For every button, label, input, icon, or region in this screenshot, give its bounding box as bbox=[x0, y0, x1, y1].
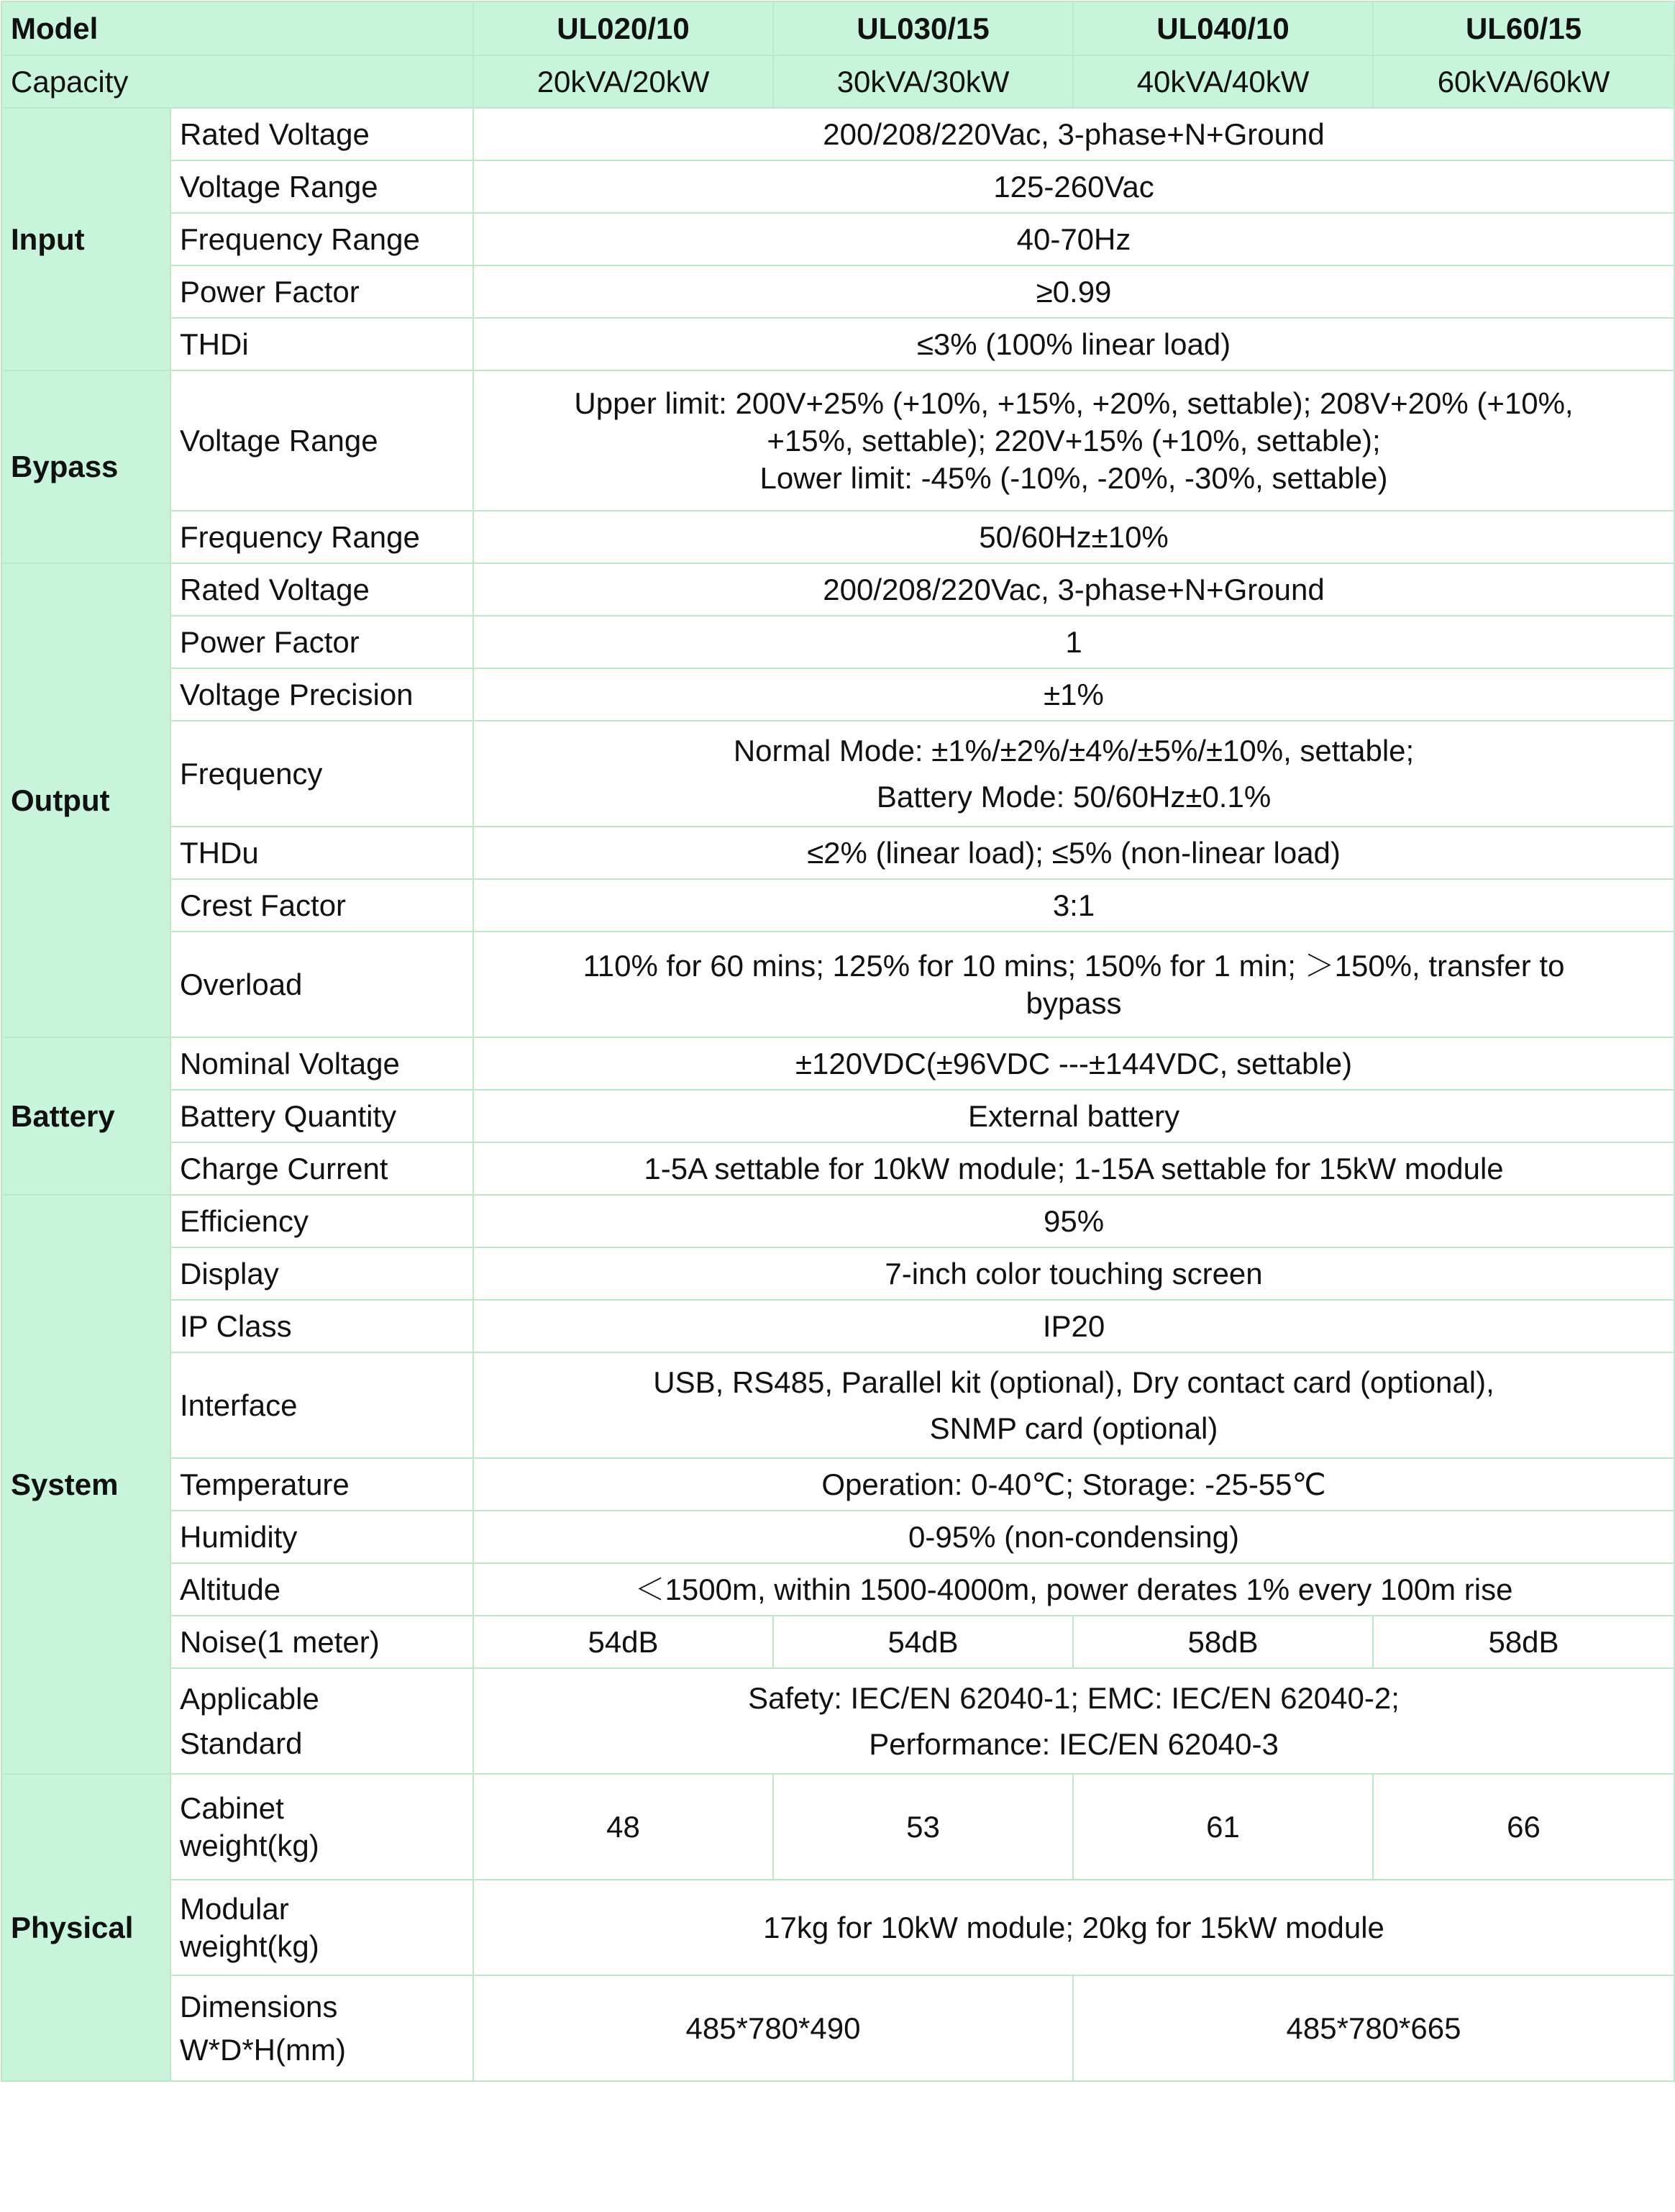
spec-value: ≤3% (100% linear load) bbox=[473, 318, 1674, 370]
spec-row bbox=[1, 827, 1674, 879]
spec-row bbox=[1, 563, 1674, 616]
spec-label: Frequency bbox=[170, 721, 473, 827]
text-line: Upper limit: 200V+25% (+10%, +15%, +20%, settable); 208V+20% (+10%, bbox=[574, 386, 1574, 420]
spec-value bbox=[473, 370, 1674, 511]
spec-row bbox=[1, 721, 1674, 827]
model-name: UL020/10 bbox=[473, 1, 773, 55]
spec-row bbox=[1, 1511, 1674, 1563]
spec-row bbox=[1, 668, 1674, 721]
text-line: Battery Mode: 50/60Hz±0.1% bbox=[876, 779, 1272, 814]
spec-row bbox=[1, 1774, 1674, 1880]
ups-spec-table bbox=[1, 1, 1675, 2082]
section-battery: Battery bbox=[1, 1037, 170, 1195]
spec-row bbox=[1, 108, 1674, 160]
spec-label: Rated Voltage bbox=[170, 108, 473, 160]
spec-row bbox=[1, 616, 1674, 668]
model-label: Model bbox=[1, 1, 473, 55]
spec-label: Altitude bbox=[170, 1563, 473, 1616]
spec-label: Power Factor bbox=[170, 616, 473, 668]
spec-row bbox=[1, 1616, 1674, 1668]
spec-label: Rated Voltage bbox=[170, 563, 473, 616]
spec-label: Frequency Range bbox=[170, 213, 473, 265]
spec-label: THDu bbox=[170, 827, 473, 879]
spec-row bbox=[1, 879, 1674, 932]
spec-row bbox=[1, 1247, 1674, 1300]
text-line: Safety: IEC/EN 62040-1; EMC: IEC/EN 62040-2; bbox=[748, 1680, 1400, 1715]
weight-value: 66 bbox=[1373, 1774, 1674, 1880]
capacity-row bbox=[1, 55, 1674, 108]
model-name: UL040/10 bbox=[1073, 1, 1373, 55]
capacity-value: 60kVA/60kW bbox=[1373, 55, 1674, 108]
spec-row bbox=[1, 1975, 1674, 2081]
capacity-label: Capacity bbox=[1, 55, 473, 108]
capacity-value: 20kVA/20kW bbox=[473, 55, 773, 108]
spec-value: 95% bbox=[473, 1195, 1674, 1247]
spec-value bbox=[473, 1668, 1674, 1774]
text-line: weight(kg) bbox=[180, 1828, 319, 1862]
spec-row bbox=[1, 511, 1674, 563]
spec-label bbox=[170, 1880, 473, 1975]
spec-label: Nominal Voltage bbox=[170, 1037, 473, 1090]
spec-row bbox=[1, 1458, 1674, 1511]
section-physical: Physical bbox=[1, 1774, 170, 2081]
spec-row bbox=[1, 1037, 1674, 1090]
spec-value: ＜1500m, within 1500-4000m, power derates 1% every 100m rise bbox=[473, 1563, 1674, 1616]
spec-label: Voltage Range bbox=[170, 370, 473, 511]
text-line: Lower limit: -45% (-10%, -20%, -30%, settable) bbox=[759, 460, 1388, 495]
spec-value: IP20 bbox=[473, 1300, 1674, 1352]
section-input: Input bbox=[1, 108, 170, 370]
text-line: Cabinet bbox=[180, 1790, 284, 1825]
spec-value: ≥0.99 bbox=[473, 265, 1674, 318]
spec-value: ±120VDC(±96VDC ---±144VDC, settable) bbox=[473, 1037, 1674, 1090]
spec-value: 3:1 bbox=[473, 879, 1674, 932]
spec-row bbox=[1, 1195, 1674, 1247]
capacity-value: 40kVA/40kW bbox=[1073, 55, 1373, 108]
spec-label: Efficiency bbox=[170, 1195, 473, 1247]
spec-label: THDi bbox=[170, 318, 473, 370]
spec-label: Voltage Precision bbox=[170, 668, 473, 721]
spec-row bbox=[1, 1090, 1674, 1142]
text-line: Modular bbox=[180, 1891, 289, 1926]
spec-row bbox=[1, 1668, 1674, 1774]
text-line: 110% for 60 mins; 125% for 10 mins; 150% for 1 min; ＞150%, transfer to bbox=[583, 948, 1565, 983]
spec-value: 200/208/220Vac, 3-phase+N+Ground bbox=[473, 563, 1674, 616]
model-name: UL030/15 bbox=[773, 1, 1073, 55]
spec-value bbox=[473, 1352, 1674, 1458]
spec-row bbox=[1, 370, 1674, 511]
spec-value: ±1% bbox=[473, 668, 1674, 721]
spec-label: Temperature bbox=[170, 1458, 473, 1511]
spec-value: 125-260Vac bbox=[473, 160, 1674, 213]
spec-label: Humidity bbox=[170, 1511, 473, 1563]
spec-label: Charge Current bbox=[170, 1142, 473, 1195]
noise-value: 54dB bbox=[773, 1616, 1073, 1668]
section-bypass: Bypass bbox=[1, 370, 170, 563]
weight-value: 53 bbox=[773, 1774, 1073, 1880]
text-line: Performance: IEC/EN 62040-3 bbox=[869, 1726, 1279, 1761]
text-line: SNMP card (optional) bbox=[929, 1411, 1218, 1445]
spec-label: Frequency Range bbox=[170, 511, 473, 563]
spec-row bbox=[1, 160, 1674, 213]
spec-row bbox=[1, 213, 1674, 265]
spec-value: 7-inch color touching screen bbox=[473, 1247, 1674, 1300]
noise-value: 54dB bbox=[473, 1616, 773, 1668]
spec-value: Operation: 0-40℃; Storage: -25-55℃ bbox=[473, 1458, 1674, 1511]
spec-label: Overload bbox=[170, 932, 473, 1037]
spec-row bbox=[1, 318, 1674, 370]
spec-value bbox=[473, 932, 1674, 1037]
spec-row bbox=[1, 1142, 1674, 1195]
weight-value: 61 bbox=[1073, 1774, 1373, 1880]
spec-value: ≤2% (linear load); ≤5% (non-linear load) bbox=[473, 827, 1674, 879]
text-line: Dimensions bbox=[180, 1989, 338, 2024]
spec-label: Noise(1 meter) bbox=[170, 1616, 473, 1668]
spec-row bbox=[1, 932, 1674, 1037]
spec-value: 50/60Hz±10% bbox=[473, 511, 1674, 563]
text-line: +15%, settable); 220V+15% (+10%, settable); bbox=[767, 423, 1381, 458]
spec-label: Voltage Range bbox=[170, 160, 473, 213]
spec-label: Crest Factor bbox=[170, 879, 473, 932]
spec-label bbox=[170, 1774, 473, 1880]
spec-value bbox=[473, 721, 1674, 827]
spec-label bbox=[170, 1975, 473, 2081]
spec-value: 1 bbox=[473, 616, 1674, 668]
text-line: W*D*H(mm) bbox=[180, 2032, 346, 2067]
text-line: USB, RS485, Parallel kit (optional), Dry contact card (optional), bbox=[653, 1365, 1494, 1399]
spec-label: Power Factor bbox=[170, 265, 473, 318]
section-system: System bbox=[1, 1195, 170, 1774]
spec-value: 200/208/220Vac, 3-phase+N+Ground bbox=[473, 108, 1674, 160]
spec-label: Display bbox=[170, 1247, 473, 1300]
weight-value: 48 bbox=[473, 1774, 773, 1880]
spec-value: 17kg for 10kW module; 20kg for 15kW module bbox=[473, 1880, 1674, 1975]
spec-value: 40-70Hz bbox=[473, 213, 1674, 265]
spec-label bbox=[170, 1668, 473, 1774]
spec-row bbox=[1, 1563, 1674, 1616]
text-line: weight(kg) bbox=[180, 1929, 319, 1963]
dimension-value: 485*780*490 bbox=[473, 1975, 1073, 2081]
spec-row bbox=[1, 1880, 1674, 1975]
dimension-value: 485*780*665 bbox=[1073, 1975, 1674, 2081]
model-name: UL60/15 bbox=[1373, 1, 1674, 55]
spec-row bbox=[1, 1300, 1674, 1352]
spec-value: External battery bbox=[473, 1090, 1674, 1142]
capacity-value: 30kVA/30kW bbox=[773, 55, 1073, 108]
spec-value: 1-5A settable for 10kW module; 1-15A settable for 15kW module bbox=[473, 1142, 1674, 1195]
text-line: Normal Mode: ±1%/±2%/±4%/±5%/±10%, settable; bbox=[733, 733, 1415, 768]
spec-label: IP Class bbox=[170, 1300, 473, 1352]
spec-label: Interface bbox=[170, 1352, 473, 1458]
spec-row bbox=[1, 1352, 1674, 1458]
model-row bbox=[1, 1, 1674, 55]
text-line: Standard bbox=[180, 1726, 303, 1760]
text-line: bypass bbox=[1026, 986, 1122, 1020]
spec-label: Battery Quantity bbox=[170, 1090, 473, 1142]
noise-value: 58dB bbox=[1073, 1616, 1373, 1668]
spec-row bbox=[1, 265, 1674, 318]
noise-value: 58dB bbox=[1373, 1616, 1674, 1668]
section-output: Output bbox=[1, 563, 170, 1037]
text-line: Applicable bbox=[180, 1681, 319, 1716]
spec-value: 0-95% (non-condensing) bbox=[473, 1511, 1674, 1563]
